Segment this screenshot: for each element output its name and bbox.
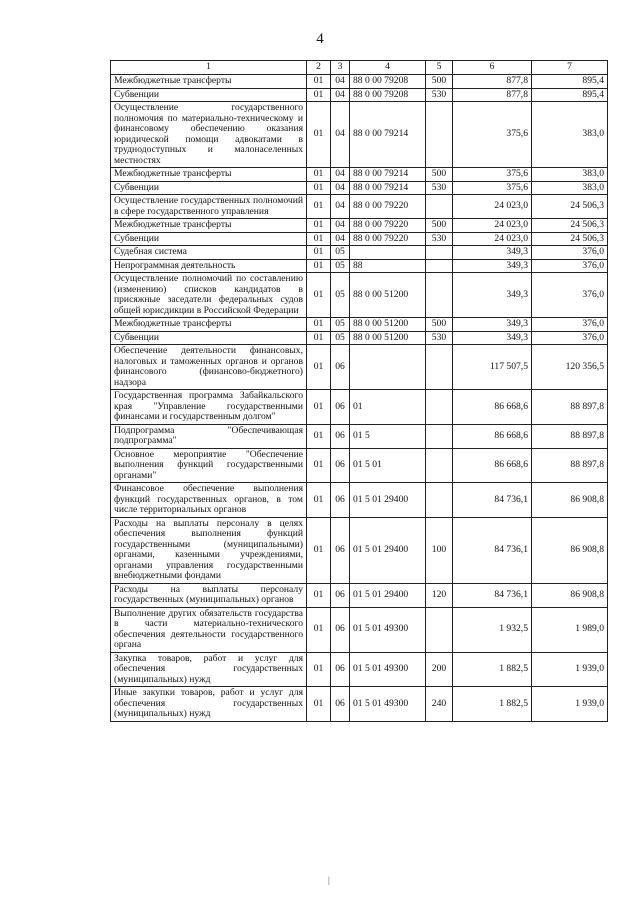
cell-subsection: 06 bbox=[331, 607, 350, 652]
cell-name: Государственная программа Забайкальского края "Управление государственными финансами и государственным долгом" bbox=[111, 390, 307, 425]
cell-amount-year-2: 383,0 bbox=[532, 102, 608, 168]
cell-amount-year-2: 376,0 bbox=[532, 273, 608, 318]
cell-target-article: 88 0 00 51200 bbox=[350, 318, 426, 332]
cell-amount-year-1: 375,6 bbox=[453, 102, 532, 168]
cell-subsection: 06 bbox=[331, 345, 350, 390]
cell-target-article bbox=[350, 246, 426, 260]
cell-name: Непрограммная деятельность bbox=[111, 259, 307, 273]
cell-name: Субвенции bbox=[111, 181, 307, 195]
cell-amount-year-2: 376,0 bbox=[532, 331, 608, 345]
header-col-2: 2 bbox=[307, 61, 331, 75]
cell-amount-year-2: 1 939,0 bbox=[532, 687, 608, 722]
cell-amount-year-2: 24 506,3 bbox=[532, 232, 608, 246]
cell-section: 01 bbox=[307, 583, 331, 607]
cell-amount-year-1: 349,3 bbox=[453, 331, 532, 345]
cell-section: 01 bbox=[307, 168, 331, 182]
cell-subsection: 05 bbox=[331, 246, 350, 260]
cell-expense-type bbox=[426, 483, 453, 518]
cell-target-article: 88 0 00 79214 bbox=[350, 102, 426, 168]
cell-expense-type bbox=[426, 448, 453, 483]
table-row bbox=[111, 219, 608, 233]
cell-amount-year-1: 117 507,5 bbox=[453, 345, 532, 390]
cell-name: Субвенции bbox=[111, 232, 307, 246]
cell-name: Межбюджетные трансферты bbox=[111, 168, 307, 182]
cell-target-article: 88 0 00 79214 bbox=[350, 168, 426, 182]
cell-amount-year-2: 24 506,3 bbox=[532, 195, 608, 219]
cell-subsection: 06 bbox=[331, 483, 350, 518]
table-row bbox=[111, 448, 608, 483]
cell-section: 01 bbox=[307, 75, 331, 89]
cell-amount-year-1: 1 932,5 bbox=[453, 607, 532, 652]
cell-name: Межбюджетные трансферты bbox=[111, 219, 307, 233]
cell-expense-type: 530 bbox=[426, 331, 453, 345]
cell-section: 01 bbox=[307, 652, 331, 687]
cell-amount-year-1: 84 736,1 bbox=[453, 517, 532, 583]
cell-expense-type bbox=[426, 390, 453, 425]
cell-section: 01 bbox=[307, 483, 331, 518]
cell-target-article: 88 0 00 79220 bbox=[350, 219, 426, 233]
cell-amount-year-2: 86 908,8 bbox=[532, 483, 608, 518]
budget-table bbox=[110, 60, 608, 722]
cell-subsection: 06 bbox=[331, 652, 350, 687]
cell-name: Закупка товаров, работ и услуг для обеспечения государственных (муниципальных) нужд bbox=[111, 652, 307, 687]
cell-section: 01 bbox=[307, 273, 331, 318]
cell-subsection: 04 bbox=[331, 75, 350, 89]
cell-target-article bbox=[350, 345, 426, 390]
cell-name: Расходы на выплаты персоналу государственных (муниципальных) органов bbox=[111, 583, 307, 607]
cell-name: Иные закупки товаров, работ и услуг для обеспечения государственных (муниципальных) нужд bbox=[111, 687, 307, 722]
cell-amount-year-2: 383,0 bbox=[532, 181, 608, 195]
cell-expense-type: 530 bbox=[426, 181, 453, 195]
cell-name: Межбюджетные трансферты bbox=[111, 75, 307, 89]
header-col-5: 5 bbox=[426, 61, 453, 75]
cell-name: Субвенции bbox=[111, 88, 307, 102]
cell-expense-type bbox=[426, 607, 453, 652]
cell-section: 01 bbox=[307, 687, 331, 722]
scan-mark: | bbox=[328, 875, 330, 885]
cell-amount-year-1: 86 668,6 bbox=[453, 390, 532, 425]
cell-target-article: 88 0 00 79220 bbox=[350, 195, 426, 219]
cell-target-article: 88 0 00 79214 bbox=[350, 181, 426, 195]
cell-expense-type: 500 bbox=[426, 219, 453, 233]
cell-amount-year-2: 88 897,8 bbox=[532, 448, 608, 483]
cell-amount-year-2: 88 897,8 bbox=[532, 390, 608, 425]
cell-amount-year-1: 84 736,1 bbox=[453, 583, 532, 607]
cell-target-article: 88 0 00 79220 bbox=[350, 232, 426, 246]
cell-subsection: 04 bbox=[331, 219, 350, 233]
cell-target-article: 01 5 01 49300 bbox=[350, 652, 426, 687]
cell-subsection: 06 bbox=[331, 583, 350, 607]
page-number: 4 bbox=[316, 31, 324, 47]
cell-subsection: 04 bbox=[331, 102, 350, 168]
cell-expense-type: 500 bbox=[426, 318, 453, 332]
cell-amount-year-1: 1 882,5 bbox=[453, 687, 532, 722]
cell-expense-type: 500 bbox=[426, 168, 453, 182]
cell-name: Межбюджетные трансферты bbox=[111, 318, 307, 332]
header-col-3: 3 bbox=[331, 61, 350, 75]
cell-target-article: 01 5 01 29400 bbox=[350, 583, 426, 607]
cell-amount-year-2: 376,0 bbox=[532, 259, 608, 273]
cell-subsection: 04 bbox=[331, 181, 350, 195]
cell-amount-year-2: 88 897,8 bbox=[532, 424, 608, 448]
table-row bbox=[111, 607, 608, 652]
cell-amount-year-1: 1 882,5 bbox=[453, 652, 532, 687]
header-col-6: 6 bbox=[453, 61, 532, 75]
cell-amount-year-1: 84 736,1 bbox=[453, 483, 532, 518]
cell-expense-type: 200 bbox=[426, 652, 453, 687]
cell-expense-type bbox=[426, 424, 453, 448]
cell-target-article: 01 5 01 49300 bbox=[350, 687, 426, 722]
table-row bbox=[111, 424, 608, 448]
cell-amount-year-1: 375,6 bbox=[453, 181, 532, 195]
cell-amount-year-1: 349,3 bbox=[453, 318, 532, 332]
cell-section: 01 bbox=[307, 390, 331, 425]
cell-amount-year-2: 86 908,8 bbox=[532, 583, 608, 607]
cell-name: Осуществление полномочий по составлению (изменению) списков кандидатов в присяжные заседатели федеральных судов общей юрисдикции в Российской Федерации bbox=[111, 273, 307, 318]
table-row bbox=[111, 687, 608, 722]
cell-name: Осуществление государственного полномочия по материально-техническому и финансовому обеспечению оказания юридической помощи адвокатами в труднодоступных и малонаселенных местностях bbox=[111, 102, 307, 168]
table-row bbox=[111, 318, 608, 332]
cell-subsection: 05 bbox=[331, 331, 350, 345]
cell-amount-year-2: 1 939,0 bbox=[532, 652, 608, 687]
cell-section: 01 bbox=[307, 259, 331, 273]
cell-amount-year-2: 24 506,3 bbox=[532, 219, 608, 233]
cell-subsection: 06 bbox=[331, 517, 350, 583]
header-col-7: 7 bbox=[532, 61, 608, 75]
cell-amount-year-1: 349,3 bbox=[453, 273, 532, 318]
cell-name: Выполнение других обязательств государства в части материально-технического обеспечения деятельности государственного органа bbox=[111, 607, 307, 652]
cell-expense-type: 500 bbox=[426, 75, 453, 89]
cell-target-article: 01 5 01 29400 bbox=[350, 483, 426, 518]
cell-subsection: 05 bbox=[331, 273, 350, 318]
cell-subsection: 06 bbox=[331, 424, 350, 448]
table-row bbox=[111, 345, 608, 390]
cell-section: 01 bbox=[307, 246, 331, 260]
cell-section: 01 bbox=[307, 88, 331, 102]
cell-amount-year-1: 86 668,6 bbox=[453, 424, 532, 448]
cell-target-article: 01 5 01 bbox=[350, 448, 426, 483]
cell-section: 01 bbox=[307, 195, 331, 219]
table-row bbox=[111, 331, 608, 345]
cell-amount-year-2: 895,4 bbox=[532, 75, 608, 89]
cell-name: Субвенции bbox=[111, 331, 307, 345]
cell-section: 01 bbox=[307, 219, 331, 233]
cell-name: Подпрограмма "Обеспечивающая подпрограмма" bbox=[111, 424, 307, 448]
cell-name: Основное мероприятие "Обеспечение выполнения функций государственными органами" bbox=[111, 448, 307, 483]
cell-subsection: 06 bbox=[331, 390, 350, 425]
table-row bbox=[111, 181, 608, 195]
cell-amount-year-1: 86 668,6 bbox=[453, 448, 532, 483]
cell-section: 01 bbox=[307, 345, 331, 390]
cell-target-article: 01 5 01 49300 bbox=[350, 607, 426, 652]
cell-target-article: 88 0 00 79208 bbox=[350, 88, 426, 102]
table-row bbox=[111, 88, 608, 102]
cell-target-article: 88 0 00 51200 bbox=[350, 331, 426, 345]
cell-section: 01 bbox=[307, 424, 331, 448]
cell-amount-year-2: 376,0 bbox=[532, 318, 608, 332]
cell-subsection: 05 bbox=[331, 259, 350, 273]
table-row bbox=[111, 195, 608, 219]
cell-amount-year-2: 376,0 bbox=[532, 246, 608, 260]
cell-amount-year-1: 24 023,0 bbox=[453, 232, 532, 246]
cell-subsection: 04 bbox=[331, 88, 350, 102]
cell-name: Расходы на выплаты персоналу в целях обеспечения выполнения функций государственными (муниципальными) органами, казенными учреждениями, органами управления государственными внебюджетными фондами bbox=[111, 517, 307, 583]
cell-amount-year-1: 24 023,0 bbox=[453, 195, 532, 219]
cell-section: 01 bbox=[307, 448, 331, 483]
table-body bbox=[111, 75, 608, 722]
cell-name: Обеспечение деятельности финансовых, налоговых и таможенных органов и органов финансового (финансово-бюджетного) надзора bbox=[111, 345, 307, 390]
cell-amount-year-2: 1 989,0 bbox=[532, 607, 608, 652]
cell-expense-type: 530 bbox=[426, 88, 453, 102]
cell-name: Осуществление государственных полномочий в сфере государственного управления bbox=[111, 195, 307, 219]
cell-amount-year-2: 895,4 bbox=[532, 88, 608, 102]
cell-section: 01 bbox=[307, 607, 331, 652]
cell-section: 01 bbox=[307, 181, 331, 195]
cell-target-article: 88 0 00 51200 bbox=[350, 273, 426, 318]
table-row bbox=[111, 483, 608, 518]
table-row bbox=[111, 102, 608, 168]
cell-target-article: 88 bbox=[350, 259, 426, 273]
cell-expense-type bbox=[426, 273, 453, 318]
cell-section: 01 bbox=[307, 232, 331, 246]
cell-expense-type bbox=[426, 345, 453, 390]
cell-section: 01 bbox=[307, 102, 331, 168]
header-row bbox=[111, 61, 608, 75]
table-row bbox=[111, 75, 608, 89]
header-col-1: 1 bbox=[111, 61, 307, 75]
table-row bbox=[111, 259, 608, 273]
cell-subsection: 06 bbox=[331, 448, 350, 483]
cell-expense-type: 100 bbox=[426, 517, 453, 583]
cell-target-article: 01 5 01 29400 bbox=[350, 517, 426, 583]
cell-expense-type: 530 bbox=[426, 232, 453, 246]
table-row bbox=[111, 273, 608, 318]
cell-section: 01 bbox=[307, 517, 331, 583]
cell-section: 01 bbox=[307, 331, 331, 345]
cell-expense-type: 240 bbox=[426, 687, 453, 722]
table-row bbox=[111, 652, 608, 687]
cell-subsection: 04 bbox=[331, 232, 350, 246]
cell-target-article: 88 0 00 79208 bbox=[350, 75, 426, 89]
cell-subsection: 05 bbox=[331, 318, 350, 332]
cell-amount-year-1: 349,3 bbox=[453, 259, 532, 273]
cell-name: Финансовое обеспечение выполнения функций государственных органов, в том числе территориальных органов bbox=[111, 483, 307, 518]
cell-expense-type: 120 bbox=[426, 583, 453, 607]
cell-expense-type bbox=[426, 195, 453, 219]
table-row bbox=[111, 583, 608, 607]
cell-amount-year-1: 349,3 bbox=[453, 246, 532, 260]
cell-amount-year-1: 24 023,0 bbox=[453, 219, 532, 233]
cell-expense-type bbox=[426, 102, 453, 168]
table-row bbox=[111, 517, 608, 583]
header-col-4: 4 bbox=[350, 61, 426, 75]
cell-subsection: 04 bbox=[331, 195, 350, 219]
table-row bbox=[111, 168, 608, 182]
cell-amount-year-2: 120 356,5 bbox=[532, 345, 608, 390]
cell-expense-type bbox=[426, 246, 453, 260]
cell-amount-year-2: 86 908,8 bbox=[532, 517, 608, 583]
table-row bbox=[111, 232, 608, 246]
cell-target-article: 01 bbox=[350, 390, 426, 425]
cell-expense-type bbox=[426, 259, 453, 273]
cell-amount-year-2: 383,0 bbox=[532, 168, 608, 182]
table-row bbox=[111, 246, 608, 260]
cell-name: Судебная система bbox=[111, 246, 307, 260]
cell-amount-year-1: 877,8 bbox=[453, 75, 532, 89]
cell-target-article: 01 5 bbox=[350, 424, 426, 448]
table-row bbox=[111, 390, 608, 425]
cell-amount-year-1: 375,6 bbox=[453, 168, 532, 182]
table-header bbox=[111, 61, 608, 75]
cell-amount-year-1: 877,8 bbox=[453, 88, 532, 102]
cell-subsection: 04 bbox=[331, 168, 350, 182]
cell-section: 01 bbox=[307, 318, 331, 332]
cell-subsection: 06 bbox=[331, 687, 350, 722]
